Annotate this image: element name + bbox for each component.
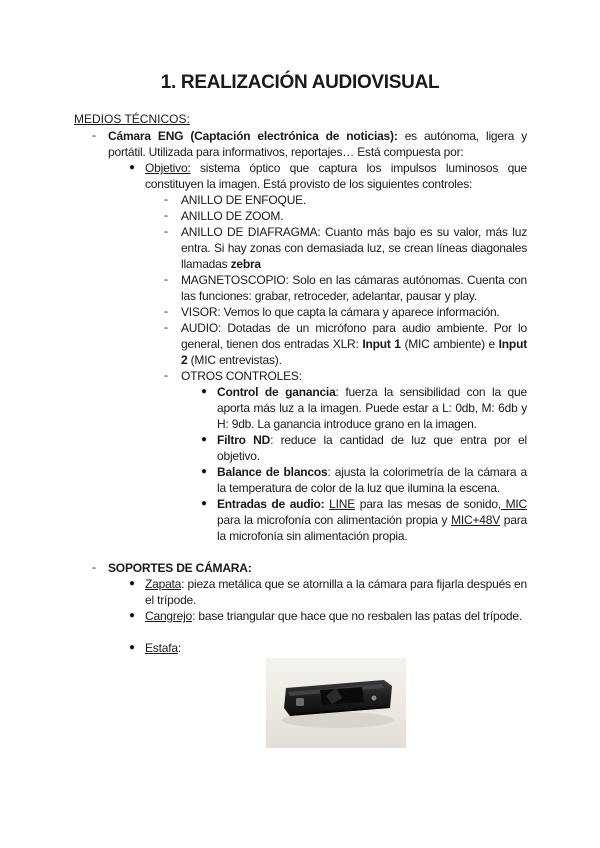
cangrejo-item — [145, 608, 527, 624]
list-dash: - — [164, 224, 168, 238]
control-magnetoscopio: MAGNETOSCOPIO: Solo en las cámaras autónomas. Cuenta con las funciones: grabar, retroceder, adelantar, pausar y play. — [181, 273, 527, 303]
estafa-label: Estafa — [145, 641, 178, 655]
ganancia-item — [217, 384, 527, 432]
input1-term: Input 1 — [362, 337, 401, 351]
line-term: LINE — [329, 497, 356, 511]
cangrejo-text: : base triangular que hace que no resbalen las patas del trípode. — [192, 609, 523, 623]
mic48-term: MIC+48V — [451, 513, 501, 527]
list-dash: - — [164, 320, 168, 334]
cangrejo-label: Cangrejo — [145, 609, 193, 623]
input2-term: Input 2 — [181, 337, 527, 367]
list-dash: - — [164, 208, 168, 222]
audio-input-text: para la microfonía con alimentación propia y — [217, 513, 452, 527]
control-enfoque: ANILLO DE ENFOQUE. — [181, 193, 307, 207]
audio-input-text: para las mesas de sonido, — [355, 497, 501, 511]
ganancia-text: : fuerza la sensibilidad con la que aporta más luz a la imagen. Puede estar a L: 0db, M: 6db y H: 9db. La ganancia introduce grano en la imagen. — [217, 385, 527, 431]
audio-text: (MIC ambiente) e — [400, 337, 499, 351]
blancos-text: : ajusta la colorimetría de la cámara a la temperatura de color de la luz que ilumina la escena. — [217, 465, 527, 495]
control-visor: VISOR: Vemos lo que capta la cámara y aparece información. — [181, 305, 500, 319]
eng-text: es autónoma, ligera y portátil. Utilizada para informativos, reportajes… Está compuesta por: — [108, 129, 528, 159]
zapata-label: Zapata — [145, 577, 182, 591]
control-zoom: ANILLO DE ZOOM. — [181, 209, 284, 223]
list-dash: - — [164, 368, 168, 382]
estafa-item — [145, 640, 527, 656]
eng-paragraph — [108, 128, 527, 160]
bullet-icon: ● — [129, 578, 136, 589]
zebra-term: zebra — [230, 257, 261, 271]
page-title: 1. REALIZACIÓN AUDIOVISUAL — [160, 72, 440, 93]
audio-text: AUDIO: Dotadas de un micrófono para audio ambiente. Por lo general, tienen dos entradas XLR: — [181, 321, 527, 351]
soportes-title: SOPORTES DE CÁMARA: — [108, 561, 252, 575]
list-dash: - — [164, 272, 168, 286]
bullet-icon: ● — [201, 386, 208, 397]
list-dash: - — [92, 560, 96, 574]
zapata-item — [145, 576, 527, 608]
balance-blancos-item — [217, 464, 527, 496]
mic-term: MIC — [500, 497, 528, 511]
audio-text: (MIC entrevistas). — [187, 353, 282, 367]
control-otros: OTROS CONTROLES: — [181, 369, 302, 383]
soportes-heading — [108, 560, 527, 576]
list-dash: - — [164, 192, 168, 206]
blancos-label: Balance de blancos — [217, 465, 328, 479]
objetivo-text: sistema óptico que captura los impulsos luminosos que constituyen la imagen. Está provisto de los siguientes controles: — [145, 161, 527, 191]
ganancia-label: Control de ganancia — [217, 385, 336, 399]
bullet-icon: ● — [129, 642, 136, 653]
audio-label: Entradas de audio: — [217, 497, 325, 511]
control-audio — [181, 320, 527, 368]
control-diafragma — [181, 224, 527, 272]
bullet-icon: ● — [129, 610, 136, 621]
bullet-icon: ● — [129, 162, 136, 173]
nd-label: Filtro ND — [217, 433, 271, 447]
nd-text: : reduce la cantidad de luz que entra por el objetivo. — [217, 433, 527, 463]
list-dash: - — [164, 304, 168, 318]
objetivo-paragraph — [145, 160, 527, 192]
bullet-icon: ● — [201, 498, 208, 509]
zapata-text: : pieza metálica que se atornilla a la cámara para fijarla después en el trípode. — [145, 577, 527, 607]
list-dash: - — [92, 128, 96, 142]
diafragma-text: ANILLO DE DIAFRAGMA: Cuanto más bajo es su valor, más luz entra. Si hay zonas con demasiada luz, se crean líneas diagonales llamadas — [181, 225, 527, 271]
section-heading: MEDIOS TÉCNICOS: — [74, 112, 190, 126]
bullet-icon: ● — [201, 466, 208, 477]
entradas-audio-item — [217, 496, 527, 544]
eng-heading: Cámara ENG (Captación electrónica de noticias): — [108, 129, 398, 143]
objetivo-label: Objetivo: — [145, 161, 191, 175]
bullet-icon: ● — [201, 434, 208, 445]
audio-input-text: para la microfonía sin alimentación propia. — [217, 513, 527, 543]
estafa-text: : — [177, 641, 181, 655]
estafa-photo — [266, 658, 406, 748]
filtro-nd-item — [217, 432, 527, 464]
quick-release-plate-icon — [266, 658, 406, 748]
